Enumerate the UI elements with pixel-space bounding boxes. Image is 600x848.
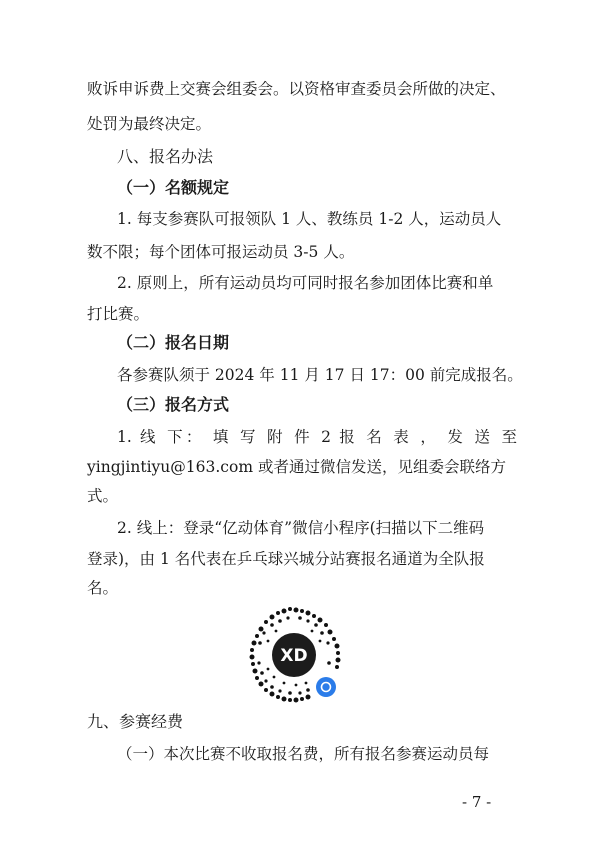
paragraph-line: 各参赛队须于 2024 年 11 月 17 日 17：00 前完成报名。 bbox=[117, 366, 523, 384]
qr-logo-text: XD bbox=[280, 646, 308, 666]
paragraph-line: 数不限；每个团体可报运动员 3-5 人。 bbox=[87, 243, 355, 261]
paragraph-line: yingjintiyu@163.com 或者通过微信发送，见组委会联络方 bbox=[87, 458, 506, 476]
paragraph-line: （一）本次比赛不收取报名费，所有报名参赛运动员每 bbox=[117, 745, 490, 763]
paragraph-line: 处罚为最终决定。 bbox=[87, 115, 212, 133]
section-heading-9: 九、参赛经费 bbox=[87, 712, 184, 731]
paragraph-line: 打比赛。 bbox=[87, 305, 150, 323]
mini-program-qr-code bbox=[242, 603, 346, 707]
subheading-quota: （一）名额规定 bbox=[117, 178, 230, 197]
page-number: - 7 - bbox=[462, 793, 492, 811]
paragraph-line: 2. 线上：登录“亿动体育”微信小程序(扫描以下二维码 bbox=[117, 519, 485, 537]
paragraph-line: 式。 bbox=[87, 487, 119, 505]
subheading-method: （三）报名方式 bbox=[117, 395, 230, 414]
paragraph-line: 登录)，由 1 名代表在乒乓球兴城分站赛报名通道为全队报 bbox=[87, 550, 485, 568]
paragraph-line: 败诉申诉费上交赛会组委会。以资格审查委员会所做的决定、 bbox=[87, 80, 506, 98]
paragraph-line: 2. 原则上，所有运动员均可同时报名参加团体比赛和单 bbox=[117, 274, 494, 292]
subheading-date: （二）报名日期 bbox=[117, 333, 230, 352]
paragraph-line: 1. 每支参赛队可报领队 1 人、教练员 1-2 人，运动员人 bbox=[117, 210, 502, 228]
paragraph-line: 1. 线 下： 填 写 附 件 2 报 名 表 ， 发 送 至 bbox=[117, 428, 517, 446]
paragraph-line: 名。 bbox=[87, 579, 119, 597]
section-heading-8: 八、报名办法 bbox=[117, 147, 214, 166]
mini-program-badge bbox=[316, 677, 336, 697]
